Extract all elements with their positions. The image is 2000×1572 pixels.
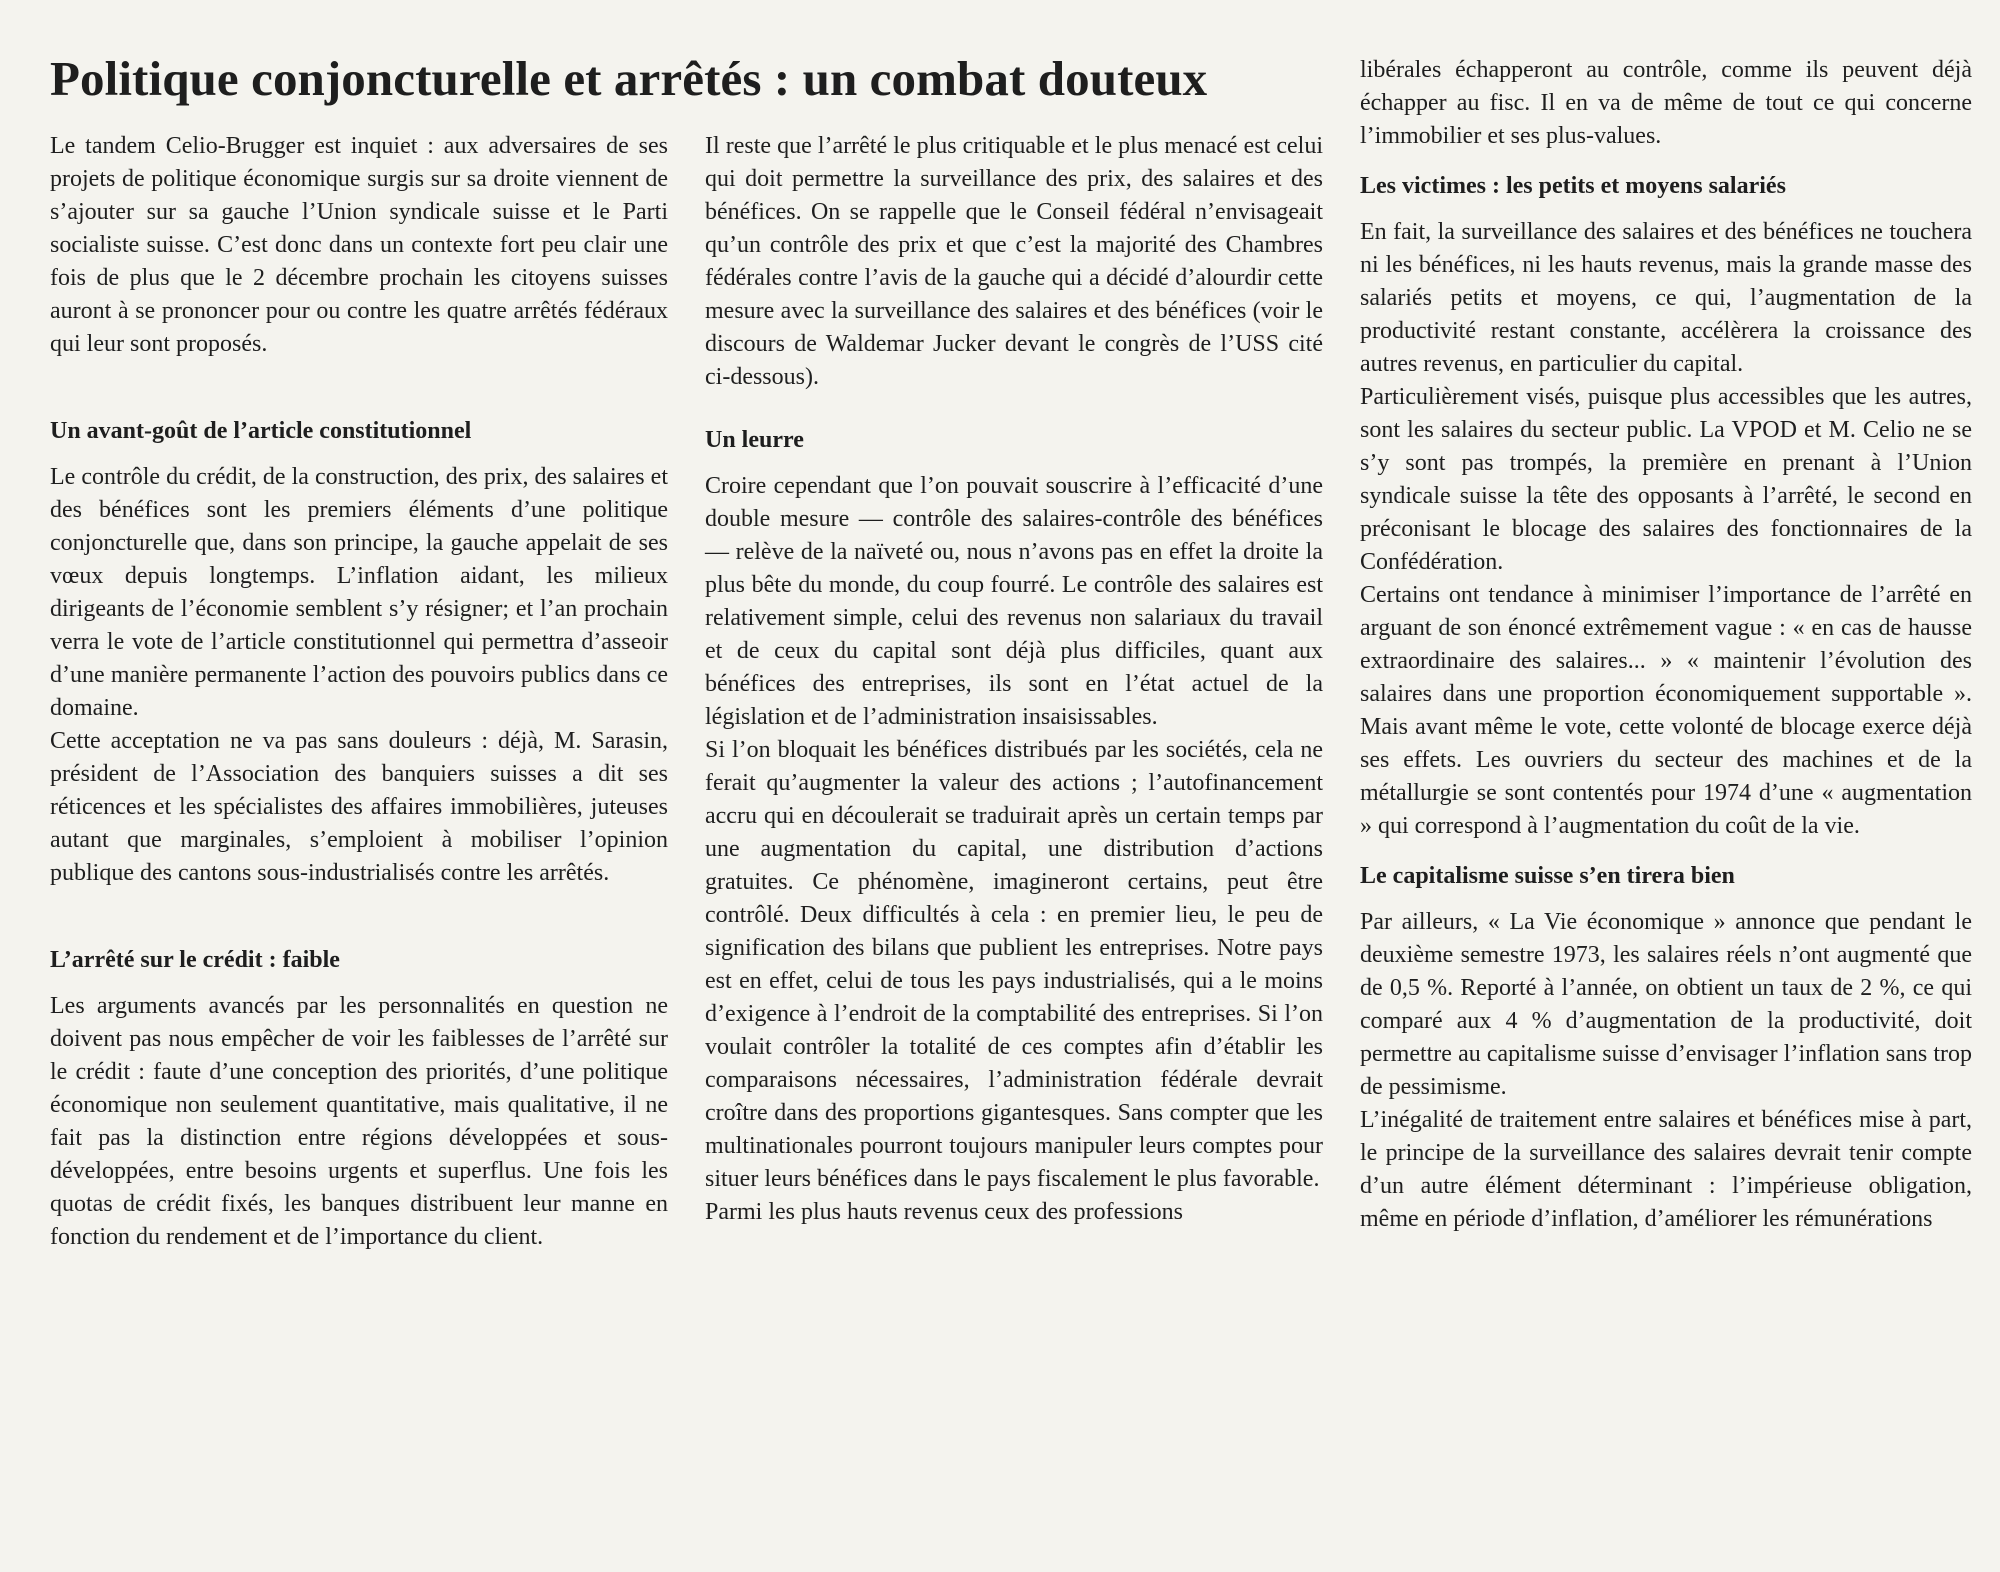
paragraph: Si l’on bloquait les bénéfices distribués par les sociétés, cela ne ferait qu’augmenter la valeur des actions ; l’autofinancement accru qui en découlerait se traduirait après un certain temps par une augmentation du capital, une distribution d’actions gratuites. Ce phénomène, imagineront certains, peut être contrôlé. Deux difficultés à cela : en premier lieu, le peu de signification des bilans que publient les entreprises. Notre pays est en effet, celui de tous les pays industrialisés, qui a le moins d’exigence à l’endroit de la comptabilité des entreprises. Si l’on voulait contrôler la totalité de ces comptes afin d’établir les comparaisons nécessaires, l’administration fédérale devrait croître dans des proportions gigantesques. Sans compter que les multinationales pourront toujours manipuler leurs comptes pour situer leurs bénéfices dans le pays fiscalement le plus favorable. [705, 737, 1323, 1192]
paragraph: Cette acceptation ne va pas sans douleurs : déjà, M. Sarasin, président de l’Association des banquiers suisses a dit ses réticences et les spécialistes des affaires immobilières, juteuses autant que marginales, s’emploient à mobiliser l’opinion publique des cantons sous-industrialisés contre les arrêtés. [50, 728, 668, 886]
subheading-un-leurre: Un leurre [705, 427, 804, 453]
paragraph: Par ailleurs, « La Vie économique » annonce que pendant le deuxième semestre 1973, les salaires réels n’ont augmenté que de 0,5 %. Reporté à l’année, on obtient un taux de 2 %, ce qui comparé aux 4 % d’augmentation de la productivité, doit permettre au capitalisme suisse d’envisager l’inflation sans trop de pessimisme. [1360, 909, 1972, 1100]
subheading-capitalisme: Le capitalisme suisse s’en tirera bien [1360, 863, 1735, 889]
subheading-arrete-credit: L’arrêté sur le crédit : faible [50, 947, 340, 973]
paragraph: Parmi les plus hauts revenus ceux des professions [705, 1199, 1183, 1225]
column-2 [705, 130, 1323, 1229]
subheading-avant-gout: Un avant-goût de l’article constitutionnel [50, 418, 472, 444]
paragraph-intro: Le tandem Celio-Brugger est inquiet : aux adversaires de ses projets de politique économique surgis sur sa droite viennent de s’ajouter sur sa gauche l’Union syndicale suisse et le Parti socialiste suisse. C’est donc dans un contexte fort peu clair une fois de plus que le 2 décembre prochain les citoyens suisses auront à se prononcer pour ou contre les quatre arrêtés fédéraux qui leur sont proposés. [50, 133, 668, 357]
column-3 [1360, 54, 1972, 1236]
subheading-victimes: Les victimes : les petits et moyens salariés [1360, 173, 1786, 199]
column-1 [50, 130, 668, 1254]
paragraph: Particulièrement visés, puisque plus accessibles que les autres, sont les salaires du secteur public. La VPOD et M. Celio ne se s’y sont pas trompés, la première en prenant à l’Union syndicale suisse la tête des opposants à l’arrêté, le second en préconisant le blocage des salaires des fonctionnaires de la Confédération. [1360, 384, 1972, 575]
paragraph: Les arguments avancés par les personnalités en question ne doivent pas nous empêcher de voir les faiblesses de l’arrêté sur le crédit : faute d’une conception des priorités, d’une politique économique non seulement quantitative, mais qualitative, il ne fait pas la distinction entre régions développées et sous-développées, entre besoins urgents et superflus. Une fois les quotas de crédit fixés, les banques distribuent leur manne en fonction du rendement et de l’importance du client. [50, 993, 668, 1250]
paragraph: Certains ont tendance à minimiser l’importance de l’arrêté en arguant de son énoncé extrêmement vague : « en cas de hausse extraordinaire des salaires... » « maintenir l’évolution des salaires dans une proportion économiquement supportable ». Mais avant même le vote, cette volonté de blocage exerce déjà ses effets. Les ouvriers du secteur des machines et de la métallurgie se sont contentés pour 1974 d’une « augmentation » qui correspond à l’augmentation du coût de la vie. [1360, 582, 1972, 839]
paragraph: Croire cependant que l’on pouvait souscrire à l’efficacité d’une double mesure — contrôle des salaires-contrôle des bénéfices — relève de la naïveté ou, nous n’avons pas en effet la droite la plus bête du monde, du coup fourré. Le contrôle des salaires est relativement simple, celui des revenus non salariaux du travail et de ceux du capital sont déjà plus difficiles, quant aux bénéfices des entreprises, ils sont en l’état actuel de la législation et de l’administration insaisissables. [705, 473, 1323, 730]
paragraph: L’inégalité de traitement entre salaires et bénéfices mise à part, le principe de la surveillance des salaires devrait tenir compte d’un autre élément déterminant : l’impérieuse obligation, même en période d’inflation, d’améliorer les rémunérations [1360, 1107, 1972, 1232]
paragraph: libérales échapperont au contrôle, comme ils peuvent déjà échapper au fisc. Il en va de même de tout ce qui concerne l’immobilier et ses plus-values. [1360, 57, 1972, 149]
article-headline: Politique conjoncturelle et arrêtés : un combat douteux [50, 51, 1208, 106]
paragraph: Le contrôle du crédit, de la construction, des prix, des salaires et des bénéfices sont les premiers éléments d’une politique conjoncturelle que, dans son principe, la gauche appelait de ses vœux depuis longtemps. L’inflation aidant, les milieux dirigeants de l’économie semblent s’y résigner; et l’an prochain verra le vote de l’article constitutionnel qui permettra d’asseoir d’une manière permanente l’action des pouvoirs publics dans ce domaine. [50, 464, 668, 721]
paragraph: En fait, la surveillance des salaires et des bénéfices ne touchera ni les bénéfices, ni les hauts revenus, mais la grande masse des salariés petits et moyens, ce qui, l’augmentation de la productivité restant constante, accélèrera la croissance des autres revenus, en particulier du capital. [1360, 219, 1972, 377]
paragraph: Il reste que l’arrêté le plus critiquable et le plus menacé est celui qui doit permettre la surveillance des prix, des salaires et des bénéfices. On se rappelle que le Conseil fédéral n’envisageait qu’un contrôle des prix et que c’est la majorité des Chambres fédérales contre l’avis de la gauche qui a décidé d’alourdir cette mesure avec la surveillance des salaires et des bénéfices (voir le discours de Waldemar Jucker devant le congrès de l’USS cité ci-dessous). [705, 133, 1323, 390]
